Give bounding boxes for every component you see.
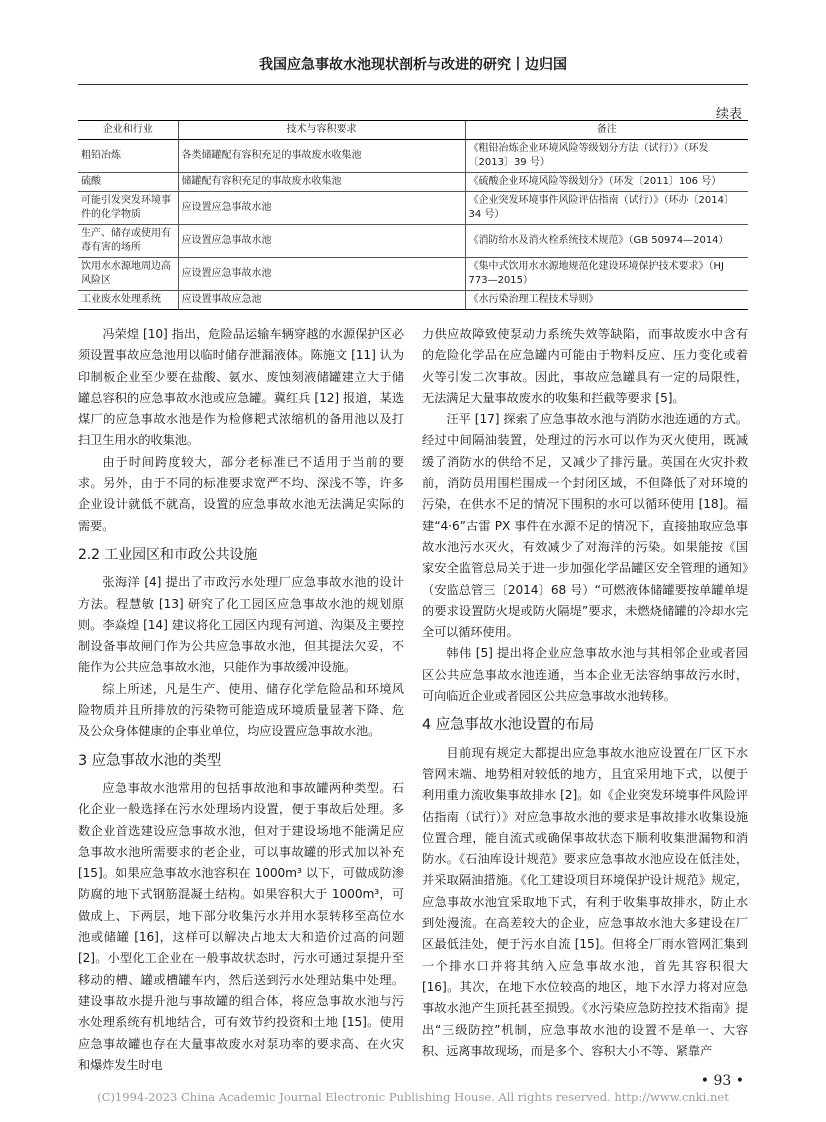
table-row: [78, 140, 748, 173]
table-cell: 饮用水水源地周边高风险区: [78, 258, 178, 291]
paragraph: 冯荣煌 [10] 指出，危险品运输车辆穿越的水源保护区必须设置事故应急池用以临时储存泄漏液体。陈施文 [11] 认为印制板企业至少要在盐酸、氨水、废蚀刻液储罐建立大于储罐总容积的应急事故水池或应急罐。冀红兵 [12] 报道，某选煤厂的应急事故水池是作为检修耙式浓缩机的备用池以及打扫卫生用水的收集池。: [78, 327, 404, 448]
table-cell: 《粗铅冶炼企业环境风险等级划分方法（试行）》（环发〔2013〕39 号）: [465, 140, 748, 173]
table-row: [78, 192, 748, 225]
paragraph: 目前现有规定大都提出应急事故水池应设置在厂区下水管网末端、地势相对较低的地方，且宜采用地下式，以便于利用重力流收集事故排水 [2]。如《企业突发环境事件风险评估指南（试行）》对应急事故水池的要求是事故排水收集设施位置合理，能自流式或确保事故状态下顺利收集泄漏物和消防水。《石油库设计规范》要求应急事故水池应设在低洼处，并采取隔油措施。《化工建设项目环境保护设计规范》规定，应急事故水池宜采取地下式，有利于收集事故排水，防止水到处漫流。在高差较大的企业，应急事故水池大多建设在厂区最低洼处，便于污水自流 [15]。但将全厂雨水管网汇集到一个排水口并将其纳入应急事故水池，首先其容积很大 [16]。其次，在地下水位较高的地区，地下水浮力将对应急事故水池产生顶托甚至损毁。《水污染应急防控技术指南》提出“三级防控”机制，应急事故水池的设置不是单一、大容积、远离事故现场，而是多个、容积大小不等、紧靠产: [422, 745, 748, 1058]
header-rule: [78, 84, 748, 85]
table-cell: 粗铅冶炼: [78, 140, 178, 173]
table-header-cell: 备注: [465, 121, 748, 140]
table-cell: 各类储罐配有容积充足的事故废水收集池: [178, 140, 465, 173]
table-cell: 应设置应急事故水池: [178, 258, 465, 291]
table-row: [78, 258, 748, 291]
table-row: [78, 225, 748, 258]
table-cell: 《企业突发环境事件风险评估指南（试行）》（环办〔2014〕34 号）: [465, 192, 748, 225]
paragraph: 韩伟 [5] 提出将企业应急事故水池与其相邻企业或者园区公共应急事故水池连通，当本企业无法容纳事故污水时，可向临近企业或者园区公共应急事故水池转移。: [422, 646, 748, 704]
requirements-table: [78, 120, 748, 310]
paragraph: 张海洋 [4] 提出了市政污水处理厂应急事故水池的设计方法。程慧敏 [13] 研究了化工园区应急事故水池的规划原则。李焱煌 [14] 建议将化工园区内现有河道、沟渠及主要控制设备事故闸门作为公共应急事故水池，但其提法欠妥，不能作为公共应急事故水池，只能作为事故缓冲设施。: [78, 575, 404, 675]
table-cell: 《消防给水及消火栓系统技术规范》（GB 50974—2014）: [465, 225, 748, 258]
table-row: [78, 173, 748, 192]
paragraph: 综上所述，凡是生产、使用、储存化学危险品和环境风险物质并且所排放的污染物可能造成环境质量显著下降、危及公众身体健康的企事业单位，均应设置应急事故水池。: [78, 681, 404, 739]
table-cell: 储罐配有容积充足的事故废水收集池: [178, 173, 465, 192]
copyright-footer: (C)1994-2023 China Academic Journal Electronic Publishing House. All rights reserved. http://www.cnki.net: [97, 1090, 729, 1104]
section-heading-2-2: 2.2 工业园区和市政公共设施: [78, 546, 258, 563]
table-cell: 《水污染治理工程技术导则》: [465, 291, 748, 310]
table-header-cell: 企业和行业: [78, 121, 178, 140]
table-cell: 《集中式饮用水水源地规范化建设环境保护技术要求》（HJ 773—2015）: [465, 258, 748, 291]
table-header-row: [78, 121, 748, 140]
table-cell: 工业废水处理系统: [78, 291, 178, 310]
table-row: [78, 291, 748, 310]
paragraph: 应急事故水池常用的包括事故池和事故罐两种类型。石化企业一般选择在污水处理场内设置，便于事故后处理。多数企业首选建设应急事故水池，但对于建设场地不能满足应急事故水池所需要求的老企业，可以事故罐的形式加以补充 [15]。如果应急事故水池容积在 1000m³ 以下，可做成防渗防腐的地下式钢筋混凝土结构。如果容积大于 1000m³，可做成上、下两层，地下部分收集污水并用水泵转移至高位水池或储罐 [16]，这样可以解决占地太大和造价过高的问题 [2]。小型化工企业在一般事故状态时，污水可通过泵提升至移动的槽、罐或槽罐车内，然后送到污水处理站集中处理。建设事故水提升池与事故罐的组合体，将应急事故水池与污水处理系统有机地结合，可有效节约投资和土地 [15]。使用应急事故罐也存在大量事故废水对泵功率的要求高、在火灾和爆炸发生时电: [78, 780, 404, 1072]
section-heading-3: 3 应急事故水池的类型: [78, 752, 222, 769]
table-cell: 应设置应急事故水池: [178, 225, 465, 258]
table-cell: 应设置事故应急池: [178, 291, 465, 310]
section-heading-4: 4 应急事故水池设置的布局: [422, 717, 595, 734]
table-cell: 硫酸: [78, 173, 178, 192]
page-number: • 93 •: [700, 1073, 744, 1089]
table-cell: 生产、储存或使用有毒有害的场所: [78, 225, 178, 258]
paragraph: 汪平 [17] 探索了应急事故水池与消防水池连通的方式。经过中间隔油装置，处理过的污水可以作为灭火使用，既减缓了消防水的供给不足，又减少了排污量。英国在火灾扑救前，消防员用围栏围成一个封闭区域，不但降低了对环境的污染，在供水不足的情况下围积的水可以循环使用 [18]。福建“4·6”古雷 PX 事件在水源不足的情况下，直接抽取应急事故水池污水灭火，有效减少了对海洋的污染。如果能按《国家安全监管总局关于进一步加强化学品罐区安全管理的通知》（安监总管三〔2014〕68 号）“可燃液体储罐要按单罐单堤的要求设置防火堤或防火隔堤”要求，未燃烧储罐的冷却水完全可以循环使用。: [422, 412, 748, 640]
table-cell: 应设置应急事故水池: [178, 192, 465, 225]
paragraph: 由于时间跨度较大，部分老标准已不适用于当前的要求。另外，由于不同的标准要求宽严不均、深浅不等，许多企业设计就低不就高，设置的应急事故水池无法满足实际的需要。: [78, 454, 404, 533]
running-header: 我国应急事故水池现状剖析与改进的研究丨边归国: [259, 57, 567, 73]
table-header-cell: 技术与容积要求: [178, 121, 465, 140]
left-column: [78, 324, 404, 1076]
paragraph: 力供应故障致使泵动力系统失效等缺陷，而事故废水中含有的危险化学品在应急罐内可能由于物料反应、压力变化或着火等引发二次事故。因此，事故应急罐具有一定的局限性，无法满足大量事故废水的收集和拦截等要求 [5]。: [422, 327, 748, 405]
table-cell: 《硫酸企业环境风险等级划分》（环发〔2011〕106 号）: [465, 173, 748, 192]
table-cell: 可能引发突发环境事件的化学物质: [78, 192, 178, 225]
table-continued-label: 续表: [715, 107, 742, 122]
right-column: [422, 324, 748, 1062]
